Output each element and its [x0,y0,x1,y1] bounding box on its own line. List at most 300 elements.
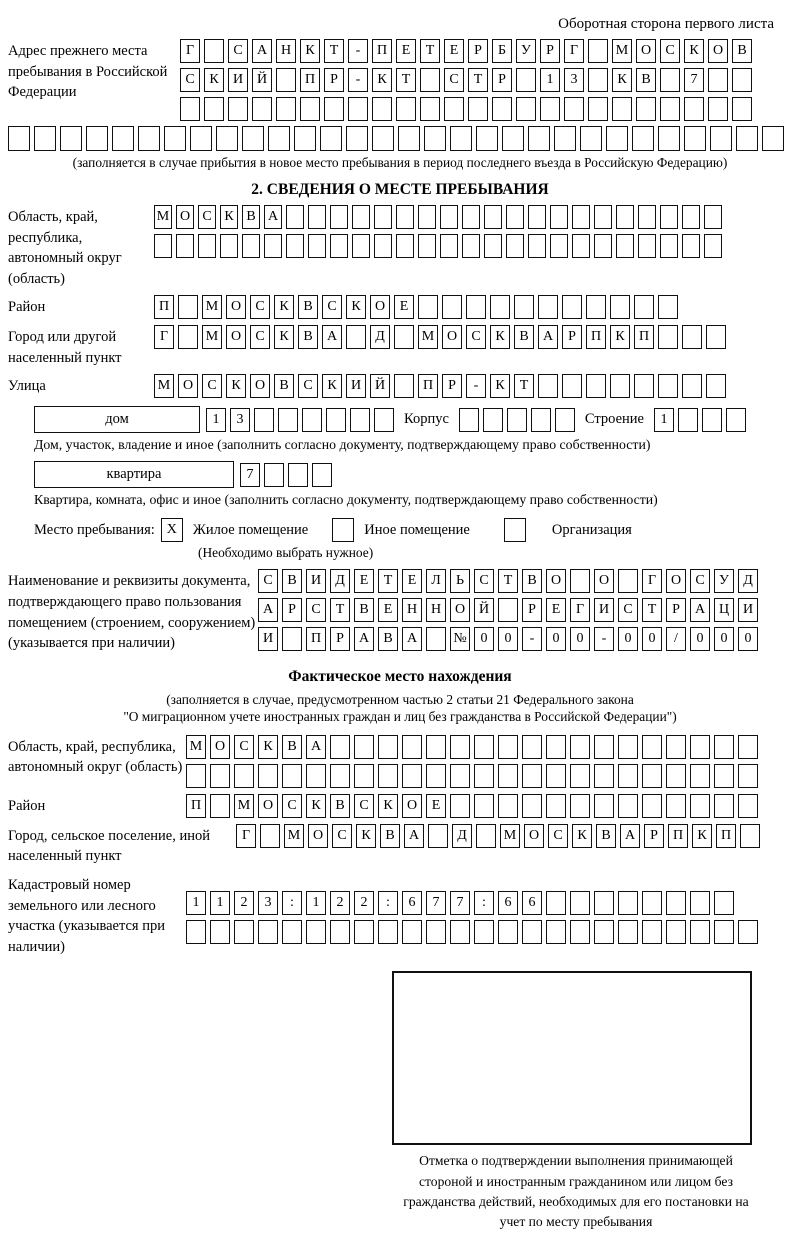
form-cell: С [180,68,200,92]
form-cell [562,295,582,319]
form-cell [474,735,494,759]
form-cell [164,126,186,151]
form-cell: К [306,794,326,818]
form-cell [154,234,172,258]
form-cell [190,126,212,151]
form-cell [490,295,510,319]
form-cell [736,126,758,151]
form-cell [476,824,496,848]
form-cell: Л [426,569,446,593]
form-cell [638,234,656,258]
cadastral-row1 [186,891,758,915]
form-cell [507,408,527,432]
form-cell: П [586,325,606,349]
form-cell [636,97,656,121]
form-cell: В [732,39,752,63]
form-cell: А [620,824,640,848]
form-cell: К [378,794,398,818]
form-cell [738,764,758,788]
form-cell: И [306,569,326,593]
prev-address-row2 [180,68,752,92]
form-cell [522,794,542,818]
form-cell: И [594,598,614,622]
form-cell [738,735,758,759]
apartment-label-box: квартира [34,461,234,488]
form-cell: М [186,735,206,759]
form-cell: В [282,735,302,759]
form-cell [252,97,272,121]
form-cell [658,325,678,349]
form-cell: О [210,735,230,759]
form-cell [394,325,414,349]
form-cell: О [708,39,728,63]
form-cell: 7 [684,68,704,92]
form-cell [522,764,542,788]
form-cell [402,735,422,759]
stroenie-label: Строение [584,411,644,428]
form-cell: В [298,295,318,319]
form-cell [550,205,568,229]
form-cell [346,325,366,349]
form-cell [402,920,422,944]
form-cell [474,764,494,788]
form-cell: Р [666,598,686,622]
form-cell [294,126,316,151]
form-cell [198,234,216,258]
form-cell [450,126,472,151]
form-cell [450,920,470,944]
form-cell [606,126,628,151]
actual-region-label: Область, край, республика, автономный округ (область) [8,738,183,776]
form-cell [618,735,638,759]
form-cell [258,920,278,944]
form-cell [572,234,590,258]
form-cell: К [610,325,630,349]
document-row3 [258,627,758,651]
form-cell: С [474,569,494,593]
form-cell [308,205,326,229]
form-cell [354,764,374,788]
form-cell [522,735,542,759]
form-cell [498,735,518,759]
form-cell [378,920,398,944]
form-cell [580,126,602,151]
form-cell [258,764,278,788]
form-cell: Е [394,295,414,319]
form-cell: Р [644,824,664,848]
form-cell [546,920,566,944]
form-cell [210,764,230,788]
street-label: Улица [8,378,46,395]
form-cell [396,234,414,258]
form-cell [658,374,678,398]
form-cell: М [284,824,304,848]
form-cell [634,374,654,398]
form-cell [546,764,566,788]
form-cell [572,205,590,229]
form-cell [466,295,486,319]
form-cell: : [474,891,494,915]
stamp-box [392,971,752,1145]
form-cell [220,234,238,258]
form-cell: С [250,325,270,349]
form-cell [555,408,575,432]
form-cell [450,735,470,759]
form-cell: Б [492,39,512,63]
cadastral-grid [186,873,758,944]
form-cell: П [668,824,688,848]
form-cell: С [202,374,222,398]
form-cell: К [372,68,392,92]
form-cell: О [450,598,470,622]
actual-region-row2 [186,764,758,788]
form-cell [424,126,446,151]
form-cell: № [450,627,470,651]
district-label: Район [8,299,46,316]
house-block [34,406,792,433]
korpus-label: Корпус [404,411,449,428]
form-cell [684,97,704,121]
form-cell [682,205,700,229]
form-cell: 3 [564,68,584,92]
house-label-box: дом [34,406,200,433]
form-cell: Р [330,627,350,651]
form-cell [420,97,440,121]
form-cell [762,126,784,151]
form-cell: К [226,374,246,398]
stay-place-block [34,518,792,542]
form-cell: С [306,598,326,622]
form-cell: В [282,569,302,593]
form-cell: / [666,627,686,651]
form-cell [498,764,518,788]
form-cell [260,824,280,848]
form-cell: 0 [690,627,710,651]
form-cell [570,920,590,944]
form-cell: М [500,824,520,848]
stay-place-label: Место пребывания: [34,521,155,538]
form-cell [682,325,702,349]
form-cell [666,735,686,759]
form-cell [666,891,686,915]
form-cell: В [378,627,398,651]
form-cell [616,234,634,258]
form-cell [418,295,438,319]
form-cell [570,764,590,788]
apartment-block [34,461,792,488]
form-cell: О [442,325,462,349]
form-cell: О [594,569,614,593]
form-cell: Р [492,68,512,92]
form-cell: К [490,325,510,349]
actual-region-block [8,735,792,788]
form-cell: Р [468,39,488,63]
form-cell [8,126,30,151]
form-cell: Г [236,824,256,848]
form-cell [618,569,638,593]
form-cell [426,627,446,651]
form-cell: В [596,824,616,848]
form-cell [528,234,546,258]
form-cell: А [258,598,278,622]
form-cell [666,764,686,788]
form-cell [234,920,254,944]
form-cell: П [634,325,654,349]
form-cell [474,920,494,944]
form-cell [528,126,550,151]
form-cell [372,126,394,151]
form-cell [178,325,198,349]
form-cell: С [322,295,342,319]
form-cell [706,325,726,349]
form-cell: П [418,374,438,398]
form-cell: М [418,325,438,349]
form-cell [324,97,344,121]
form-cell [374,408,394,432]
form-cell [618,764,638,788]
form-cell [594,234,612,258]
organization-label: Организация [551,521,632,538]
region-row1 [154,205,722,229]
form-cell: П [306,627,326,651]
form-cell: О [546,569,566,593]
form-cell: К [322,374,342,398]
form-cell [426,764,446,788]
form-cell: А [252,39,272,63]
form-cell: И [258,627,278,651]
form-cell [254,408,274,432]
form-cell: А [306,735,326,759]
form-cell: К [490,374,510,398]
form-cell: Р [442,374,462,398]
form-cell: Е [396,39,416,63]
form-cell [642,920,662,944]
form-cell [286,205,304,229]
prev-address-row3 [180,97,752,121]
form-cell [278,408,298,432]
form-cell: 0 [738,627,758,651]
form-cell: Д [738,569,758,593]
form-cell [176,234,194,258]
form-cell [732,97,752,121]
form-cell [396,205,414,229]
form-cell [426,735,446,759]
form-cell [483,408,503,432]
form-cell [306,764,326,788]
form-cell: Р [522,598,542,622]
actual-region-grid [186,735,758,788]
document-label: Наименование и реквизиты документа, подтверждающего право пользования помещением (строением, сооружением) (указывается при наличии) [8,573,256,652]
form-cell [286,234,304,258]
form-cell: А [690,598,710,622]
form-cell [428,824,448,848]
region-label: Область, край, республика, автономный округ (область) [8,209,122,287]
form-cell [204,97,224,121]
prev-address-note: (заполняется в случае прибытия в новое место пребывания в период последнего въезда в Российскую Федерацию) [72,155,728,170]
form-cell [586,374,606,398]
form-cell: 6 [402,891,422,915]
form-cell [594,794,614,818]
form-cell [714,920,734,944]
form-cell [402,764,422,788]
form-cell: М [154,205,172,229]
actual-city-label: Город, сельское поселение, иной населенный пункт [8,827,211,865]
document-row2 [258,598,758,622]
form-cell: А [404,824,424,848]
form-cell: 7 [426,891,446,915]
form-cell [426,920,446,944]
form-cell: - [466,374,486,398]
form-cell [506,234,524,258]
actual-location-note1: (заполняется в случае, предусмотренном частью 2 статьи 21 Федерального закона [166,691,634,707]
other-premises-label: Иное помещение [364,521,470,538]
form-cell: Т [498,569,518,593]
back-side-note: Оборотная сторона первого листа [558,16,774,32]
form-cell [738,794,758,818]
form-cell [276,97,296,121]
form-cell [306,920,326,944]
form-cell: Р [324,68,344,92]
form-cell: К [684,39,704,63]
form-cell [234,764,254,788]
form-cell [442,295,462,319]
form-cell [704,205,722,229]
form-cell: Р [540,39,560,63]
form-cell: С [618,598,638,622]
form-cell [354,735,374,759]
form-cell [398,126,420,151]
city-label: Город или другой населенный пункт [8,329,122,366]
stamp-caption: Отметка о подтверждении выполнения принимающей стороной и иностранным гражданином или лицом без гражданства действий, необходимых для его постановки на учет по месту пребывания [403,1153,749,1230]
form-cell: М [202,325,222,349]
form-cell: Н [276,39,296,63]
prev-address-grid [180,39,752,121]
form-cell [594,920,614,944]
form-cell: К [274,295,294,319]
form-cell: : [378,891,398,915]
actual-city-block [8,824,792,867]
form-cell [242,234,260,258]
form-cell [682,374,702,398]
form-cell [638,205,656,229]
form-cell [498,598,518,622]
form-cell [704,234,722,258]
section2-title: 2. СВЕДЕНИЯ О МЕСТЕ ПРЕБЫВАНИЯ [251,181,549,198]
form-cell [484,234,502,258]
form-cell: Й [474,598,494,622]
form-cell [216,126,238,151]
form-cell: - [348,68,368,92]
form-cell: О [176,205,194,229]
form-cell: О [524,824,544,848]
form-cell [588,39,608,63]
form-cell [450,764,470,788]
form-cell [506,205,524,229]
form-cell [538,295,558,319]
form-cell: 0 [570,627,590,651]
form-cell: С [234,735,254,759]
form-cell [420,68,440,92]
form-cell [702,408,722,432]
form-cell [642,794,662,818]
city-block [8,325,792,368]
form-cell: 1 [206,408,226,432]
form-cell: 3 [230,408,250,432]
form-cell [60,126,82,151]
form-cell: О [666,569,686,593]
form-cell: О [370,295,390,319]
form-cell: В [242,205,260,229]
form-cell [632,126,654,151]
cadastral-label: Кадастровый номер земельного или лесного участка (указывается при наличии) [8,876,165,955]
form-cell [288,463,308,487]
form-cell: Е [444,39,464,63]
form-cell: О [636,39,656,63]
residential-checkbox: X [161,518,183,542]
form-cell [612,97,632,121]
form-cell [678,408,698,432]
form-cell [706,374,726,398]
form-cell: О [178,374,198,398]
form-cell [459,408,479,432]
form-cell [498,920,518,944]
form-cell: С [466,325,486,349]
form-cell [418,234,436,258]
form-cell: С [354,794,374,818]
actual-district-label: Район [8,797,46,814]
form-cell [684,126,706,151]
form-cell: 2 [234,891,254,915]
form-cell [586,295,606,319]
form-cell [516,97,536,121]
actual-location-title: Фактическое место нахождения [288,667,512,685]
form-cell: К [204,68,224,92]
form-cell [484,205,502,229]
document-block [8,569,792,653]
form-cell: 0 [714,627,734,651]
form-cell [228,97,248,121]
form-cell: Й [370,374,390,398]
form-cell [538,374,558,398]
form-cell [610,295,630,319]
form-cell [710,126,732,151]
form-cell [330,205,348,229]
form-cell: Е [546,598,566,622]
form-cell [330,764,350,788]
form-cell [186,764,206,788]
form-cell: М [154,374,174,398]
form-cell: Д [452,824,472,848]
form-cell [528,205,546,229]
form-cell [618,794,638,818]
form-cell: 0 [618,627,638,651]
form-cell: Г [180,39,200,63]
form-cell [348,97,368,121]
form-cell [502,126,524,151]
form-cell: С [444,68,464,92]
form-cell: 3 [258,891,278,915]
form-cell [531,408,551,432]
region-block [8,205,792,289]
street-block [8,374,792,398]
form-cell [492,97,512,121]
form-cell: Т [396,68,416,92]
form-cell [594,205,612,229]
form-cell [726,408,746,432]
form-cell: П [716,824,736,848]
form-cell: И [738,598,758,622]
form-cell: А [354,627,374,651]
